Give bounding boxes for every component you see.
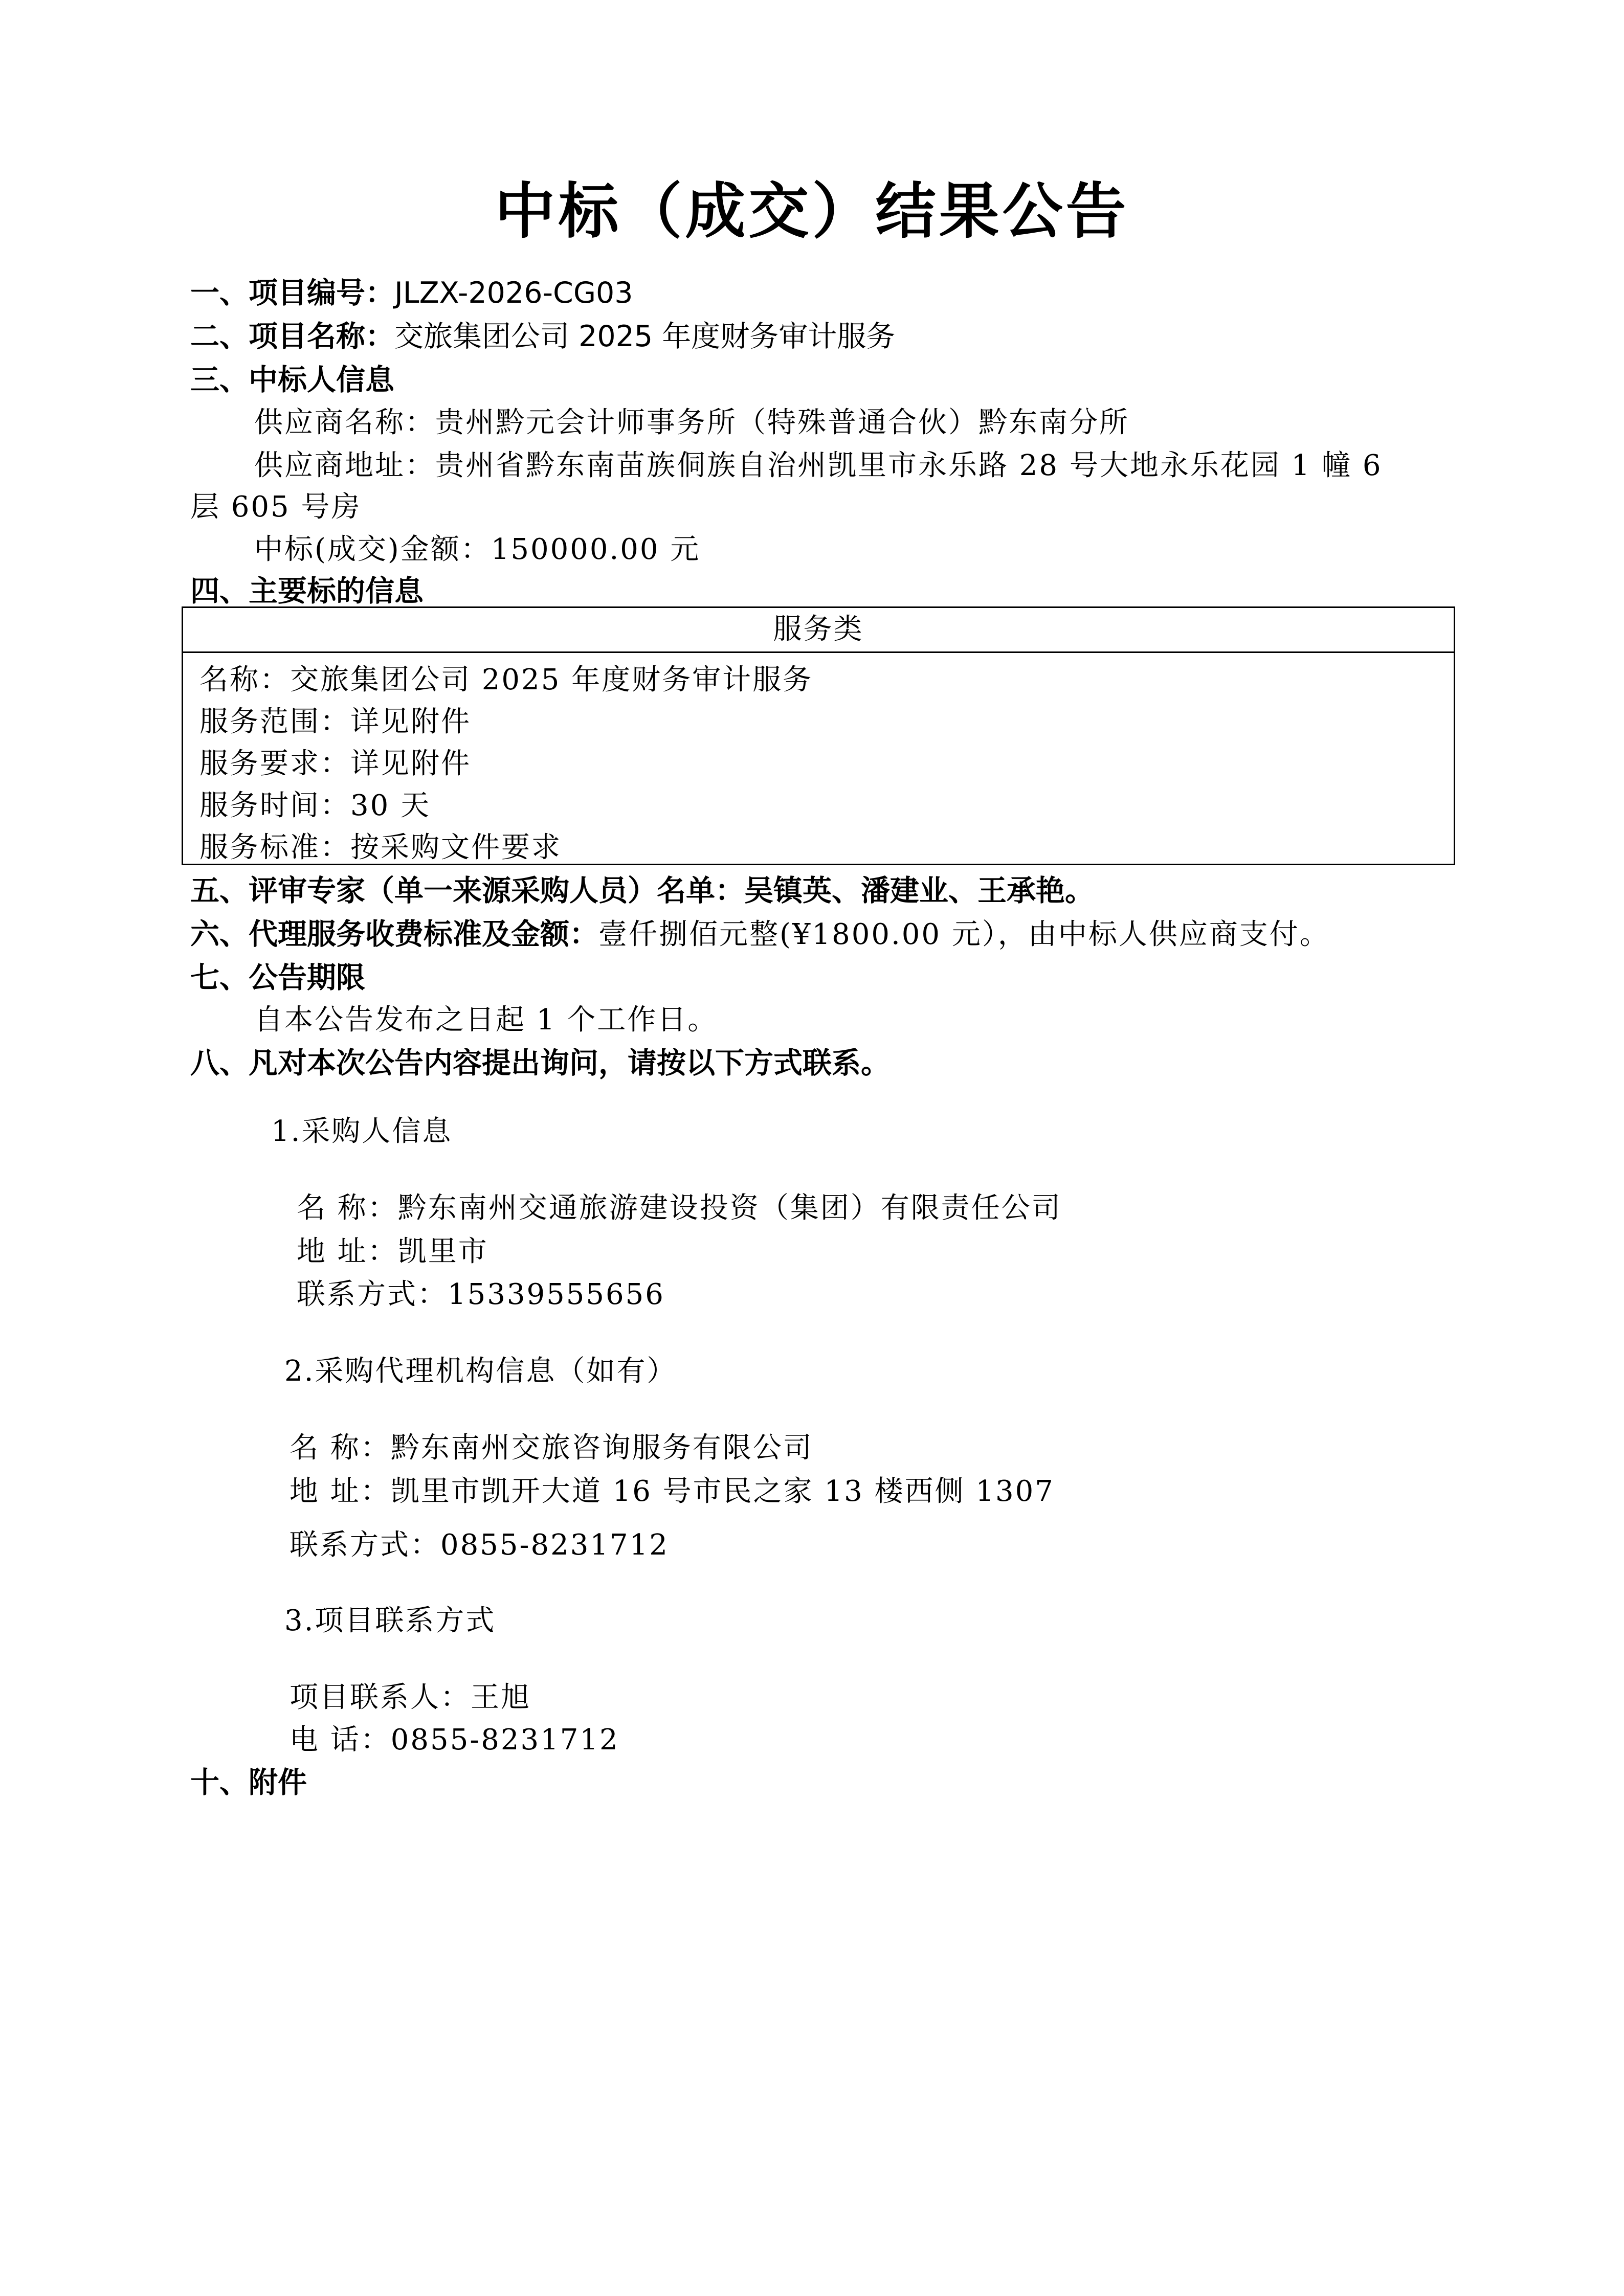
agency-fee-label: 六、代理服务收费标准及金额： (190, 917, 598, 951)
expert-list-label: 五、评审专家（单一来源采购人员）名单： (190, 874, 744, 908)
purchaser-address: 地 址：凯里市 (297, 1235, 488, 1268)
agency-fee-value: 壹仟捌佰元整(¥1800.00 元），由中标人供应商支付。 (598, 918, 1330, 951)
expert-list-line (190, 867, 1094, 909)
project-name-label: 二、项目名称： (190, 320, 394, 353)
subject-info-heading (190, 568, 424, 610)
agency-heading: 2.采购代理机构信息（如有） (284, 1355, 677, 1388)
service-info-table (182, 606, 1455, 865)
attachment-label: 十、附件 (190, 1766, 307, 1799)
supplier-name: 供应商名称：贵州黔元会计师事务所（特殊普通合伙）黔东南分所 (254, 406, 1129, 439)
agency-fee-line (190, 911, 1330, 953)
notice-period-value: 自本公告发布之日起 1 个工作日。 (254, 1003, 718, 1037)
purchaser-contact: 联系方式：15339555656 (297, 1278, 665, 1311)
purchaser-name: 名 称：黔东南州交通旅游建设投资（集团）有限责任公司 (297, 1191, 1062, 1225)
bid-amount: 中标(成交)金额：150000.00 元 (254, 533, 701, 566)
table-header: 服务类 (183, 608, 1454, 653)
table-row: 服务要求：详见附件 (199, 747, 471, 780)
project-contact-phone: 电 话：0855-8231712 (290, 1723, 619, 1757)
expert-list-value: 吴镇英、潘建业、王承艳。 (744, 874, 1094, 908)
project-number-line (190, 269, 633, 311)
project-name-line (190, 313, 895, 355)
project-contact-person: 项目联系人：王旭 (290, 1681, 531, 1714)
table-row: 名称：交旅集团公司 2025 年度财务审计服务 (199, 663, 813, 696)
project-number-label: 一、项目编号： (190, 276, 394, 310)
project-number-value: JLZX-2026-CG03 (394, 276, 633, 310)
contact-label: 八、凡对本次公告内容提出询问，请按以下方式联系。 (190, 1046, 890, 1080)
notice-period-label: 七、公告期限 (190, 961, 365, 995)
table-row: 服务时间：30 天 (199, 789, 431, 822)
attachment-heading (190, 1759, 307, 1801)
agency-address: 地 址：凯里市凯开大道 16 号市民之家 13 楼西侧 1307 (290, 1475, 1055, 1508)
supplier-address-line-2: 层 605 号房 (190, 490, 362, 524)
purchaser-heading: 1.采购人信息 (271, 1115, 453, 1148)
project-name-value: 交旅集团公司 2025 年度财务审计服务 (394, 320, 896, 353)
winner-info-heading (190, 356, 394, 398)
subject-info-label: 四、主要标的信息 (190, 574, 424, 608)
table-row: 服务范围：详见附件 (199, 705, 471, 738)
table-row: 服务标准：按采购文件要求 (199, 831, 562, 864)
supplier-address-line-1: 供应商地址：贵州省黔东南苗族侗族自治州凯里市永乐路 28 号大地永乐花园 1 幢 6 (254, 449, 1383, 482)
page-title: 中标（成交）结果公告 (495, 176, 1129, 246)
agency-name: 名 称：黔东南州交旅咨询服务有限公司 (290, 1431, 813, 1465)
winner-info-label: 三、中标人信息 (190, 363, 394, 397)
project-contact-heading: 3.项目联系方式 (284, 1604, 496, 1637)
notice-period-heading (190, 954, 365, 996)
agency-contact: 联系方式：0855-8231712 (290, 1528, 669, 1562)
contact-heading (190, 1040, 890, 1082)
